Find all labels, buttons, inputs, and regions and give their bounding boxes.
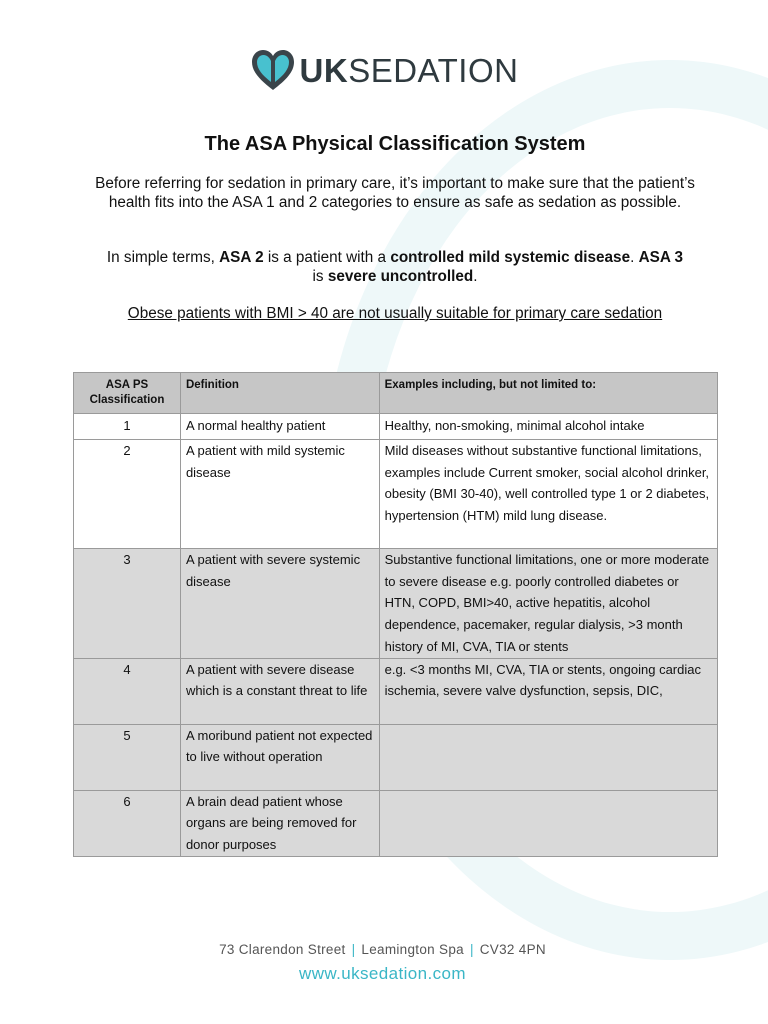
footer-address xyxy=(0,942,765,957)
simple-mid1: is a patient with a xyxy=(263,249,391,266)
brand-name xyxy=(299,51,519,89)
brand-name-light: SEDATION xyxy=(348,51,519,89)
table-row xyxy=(74,724,718,790)
row-examples xyxy=(379,790,717,856)
row-examples: Substantive functional limitations, one or more moderate to severe disease e.g. poorly controlled diabetes or HTN, COPD, BMI>40, active hepatitis, alcohol dependence, pacemaker, regular dialysis, >3 month history of MI, CVA, TIA or stents xyxy=(379,549,717,659)
row-definition: A brain dead patient whose organs are being removed for donor purposes xyxy=(180,790,379,856)
row-definition: A patient with severe disease which is a constant threat to life xyxy=(180,658,379,724)
asa2-label: ASA 2 xyxy=(219,249,264,266)
table-row xyxy=(74,414,718,440)
table-row xyxy=(74,440,718,549)
row-examples: e.g. <3 months MI, CVA, TIA or stents, ongoing cardiac ischemia, severe valve dysfunction, sepsis, DIC, xyxy=(379,658,717,724)
row-examples: Mild diseases without substantive functional limitations, examples include Current smoker, social alcohol drinker, obesity (BMI 30-40), well controlled type 1 or 2 diabetes, hypertension (HTM) mild lung disease. xyxy=(379,440,717,549)
simple-prefix: In simple terms, xyxy=(106,249,220,266)
footer-town: Leamington Spa xyxy=(361,942,464,957)
table-row xyxy=(74,658,718,724)
brand-logo xyxy=(0,48,768,92)
row-definition: A patient with mild systemic disease xyxy=(180,440,379,549)
row-definition: A patient with severe systemic disease xyxy=(180,549,379,659)
row-classification: 4 xyxy=(74,658,181,724)
row-classification: 1 xyxy=(74,414,181,440)
footer-separator: | xyxy=(469,942,474,957)
brand-name-bold: UK xyxy=(299,51,349,89)
asa-classification-table xyxy=(73,372,718,857)
heart-logo-icon xyxy=(250,48,296,92)
row-examples: Healthy, non-smoking, minimal alcohol intake xyxy=(379,414,717,440)
footer-website-link[interactable]: www.uksedation.com xyxy=(299,964,466,983)
page-title: The ASA Physical Classification System xyxy=(204,133,586,155)
row-classification: 2 xyxy=(74,440,181,549)
simple-end: . xyxy=(473,267,478,285)
row-examples xyxy=(379,724,717,790)
simple-mid2: . xyxy=(630,249,639,266)
mild-disease-text: controlled mild systemic disease xyxy=(390,249,631,266)
row-classification: 3 xyxy=(74,549,181,659)
footer-postcode: CV32 4PN xyxy=(479,942,546,957)
obese-note: Obese patients with BMI > 40 are not usually suitable for primary care sedation xyxy=(127,305,663,322)
asa3-label: ASA 3 xyxy=(638,249,684,266)
table-row xyxy=(74,790,718,856)
severe-text: severe uncontrolled xyxy=(327,267,474,285)
simple-terms-paragraph xyxy=(76,249,714,286)
simple-mid3: is xyxy=(312,267,328,285)
header-examples: Examples including, but not limited to: xyxy=(379,373,717,414)
row-classification: 6 xyxy=(74,790,181,856)
row-definition: A moribund patient not expected to live without operation xyxy=(180,724,379,790)
table-row xyxy=(74,549,718,659)
row-definition: A normal healthy patient xyxy=(180,414,379,440)
header-classification: ASA PS Classification xyxy=(74,373,181,414)
row-classification: 5 xyxy=(74,724,181,790)
header-definition: Definition xyxy=(180,373,379,414)
footer-street: 73 Clarendon Street xyxy=(219,942,346,957)
table-header-row xyxy=(74,373,718,414)
footer-separator: | xyxy=(351,942,356,957)
intro-paragraph: Before referring for sedation in primary care, it’s important to make sure that the patient’s health fits into the ASA 1 and 2 categories to ensure as safe as sedation as possible. xyxy=(95,175,695,211)
